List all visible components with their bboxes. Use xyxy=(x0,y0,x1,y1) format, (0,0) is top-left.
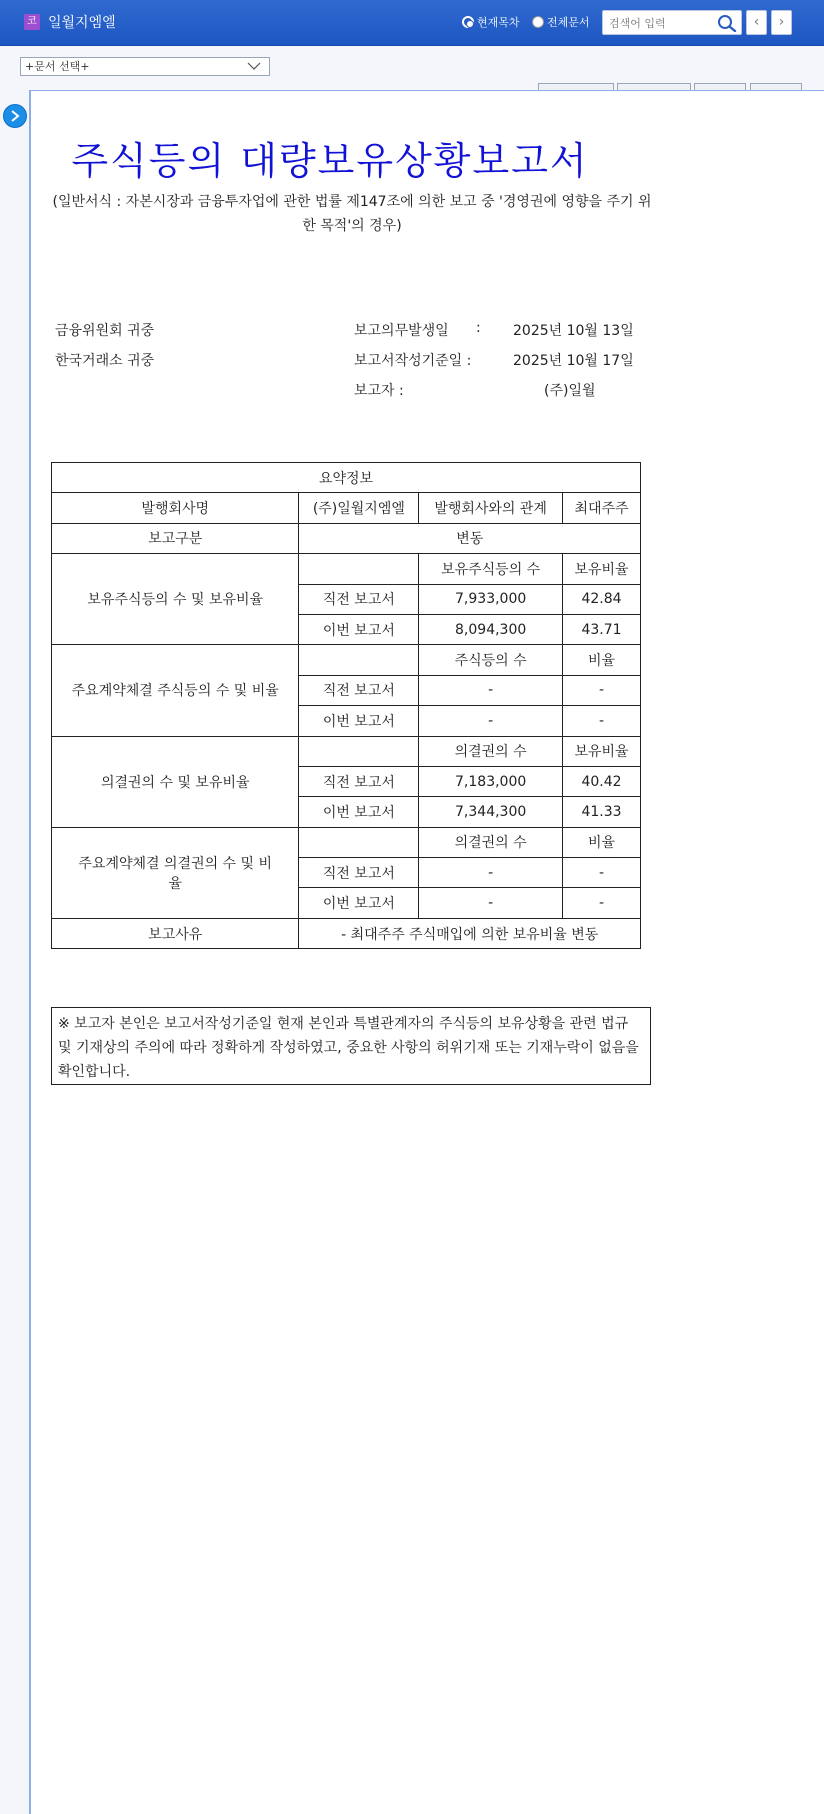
prev-result-button[interactable]: ‹ xyxy=(746,10,767,35)
relation-label: 발행회사와의 관계 xyxy=(419,493,563,523)
summary-header: 요약정보 xyxy=(52,463,641,493)
app-title: 일월지엠엘 xyxy=(48,15,116,31)
cell-value: 40.42 xyxy=(563,766,641,796)
scope-all-label: 전체문서 xyxy=(547,16,590,29)
row-name: 직전 보고서 xyxy=(299,858,419,888)
obligation-date-label: 보고의무발생일 xyxy=(354,323,449,339)
document-panel xyxy=(31,90,824,1814)
cell-value: 42.84 xyxy=(563,584,641,614)
empty-cell xyxy=(299,736,419,766)
cell-value: 8,094,300 xyxy=(419,614,563,644)
section-label: 주요계약체결 주식등의 수 및 비율 xyxy=(52,645,299,736)
reporter-value: (주)일월 xyxy=(544,383,596,399)
cell-value: - xyxy=(419,675,563,705)
addressee-krx: 한국거래소 귀중 xyxy=(55,353,155,369)
column-header: 보유주식등의 수 xyxy=(419,554,563,584)
scope-current-label: 현재목차 xyxy=(477,16,520,29)
issuer-label: 발행회사명 xyxy=(52,493,299,523)
reporter-label: 보고자 : xyxy=(354,383,404,399)
column-header: 보유비율 xyxy=(563,736,641,766)
row-name: 이번 보고서 xyxy=(299,706,419,736)
row-name: 직전 보고서 xyxy=(299,675,419,705)
basis-date-label: 보고서작성기준일 : xyxy=(354,353,472,369)
relation-value: 최대주주 xyxy=(563,493,641,523)
report-type-value: 변동 xyxy=(299,523,641,553)
empty-cell xyxy=(299,554,419,584)
column-header: 보유비율 xyxy=(563,554,641,584)
table-row xyxy=(52,827,641,857)
reason-label: 보고사유 xyxy=(52,918,299,948)
table-row xyxy=(52,736,641,766)
row-name: 이번 보고서 xyxy=(299,888,419,918)
column-header: 주식등의 수 xyxy=(419,645,563,675)
report-type-label: 보고구분 xyxy=(52,523,299,553)
row-name: 직전 보고서 xyxy=(299,766,419,796)
basis-date-value: 2025년 10월 17일 xyxy=(513,353,634,369)
cell-value: - xyxy=(563,888,641,918)
table-row xyxy=(52,645,641,675)
cell-value: - xyxy=(563,706,641,736)
cell-value: 7,183,000 xyxy=(419,766,563,796)
search-icon[interactable] xyxy=(717,14,737,32)
table-row xyxy=(52,463,641,493)
document-select[interactable] xyxy=(20,57,270,76)
top-bar xyxy=(0,0,824,46)
cell-value: 7,933,000 xyxy=(419,584,563,614)
scope-current-radio[interactable] xyxy=(462,14,520,30)
column-header: 의결권의 수 xyxy=(419,827,563,857)
cell-value: 41.33 xyxy=(563,797,641,827)
search-box xyxy=(602,10,742,35)
cell-value: - xyxy=(563,675,641,705)
app-icon: 코 xyxy=(24,14,40,30)
issuer-value: (주)일월지엠엘 xyxy=(299,493,419,523)
row-name: 이번 보고서 xyxy=(299,797,419,827)
cell-value: - xyxy=(419,888,563,918)
radio-unchecked-icon[interactable] xyxy=(532,16,544,28)
cell-value: - xyxy=(419,858,563,888)
obligation-date-value: 2025년 10월 13일 xyxy=(513,323,634,339)
search-input[interactable] xyxy=(609,15,717,31)
table-row xyxy=(52,918,641,948)
section-label: 보유주식등의 수 및 보유비율 xyxy=(52,554,299,645)
summary-table xyxy=(51,462,641,949)
document-select-value: +문서 선택+ xyxy=(25,60,90,73)
obligation-date-colon: : xyxy=(476,320,481,336)
reason-value: - 최대주주 주식매입에 의한 보유비율 변동 xyxy=(299,918,641,948)
cell-value: 43.71 xyxy=(563,614,641,644)
sidebar-toggle-button[interactable] xyxy=(3,104,27,128)
cell-value: 7,344,300 xyxy=(419,797,563,827)
empty-cell xyxy=(299,645,419,675)
table-row xyxy=(52,523,641,553)
confirmation-notice: ※ 보고자 본인은 보고서작성기준일 현재 본인과 특별관계자의 주식등의 보유상황을 관련 법규 및 기재상의 주의에 따라 정확하게 작성하였고, 중요한 사항의 허위기재 또는 기재누락이 없음을 확인합니다. xyxy=(51,1007,651,1085)
column-header: 비율 xyxy=(563,645,641,675)
radio-checked-icon[interactable] xyxy=(462,16,474,28)
table-row xyxy=(52,554,641,584)
row-name: 이번 보고서 xyxy=(299,614,419,644)
section-label: 의결권의 수 및 보유비율 xyxy=(52,736,299,827)
empty-cell xyxy=(299,827,419,857)
cell-value: - xyxy=(419,706,563,736)
next-result-button[interactable]: › xyxy=(771,10,792,35)
row-name: 직전 보고서 xyxy=(299,584,419,614)
column-header: 비율 xyxy=(563,827,641,857)
addressee-fsc: 금융위원회 귀중 xyxy=(55,323,155,339)
section-label: 주요계약체결 의결권의 수 및 비율 xyxy=(52,827,299,918)
document-subtitle: (일반서식 : 자본시장과 금융투자업에 관한 법률 제147조에 의한 보고 중 '경영권에 영향을 주기 위한 목적'의 경우) xyxy=(52,194,652,234)
table-row xyxy=(52,493,641,523)
chevron-right-icon xyxy=(9,110,21,122)
cell-value: - xyxy=(563,858,641,888)
column-header: 의결권의 수 xyxy=(419,736,563,766)
document-title: 주식등의 대량보유상황보고서 xyxy=(71,139,589,183)
scope-all-radio[interactable] xyxy=(532,14,590,30)
chevron-down-icon xyxy=(247,61,261,71)
